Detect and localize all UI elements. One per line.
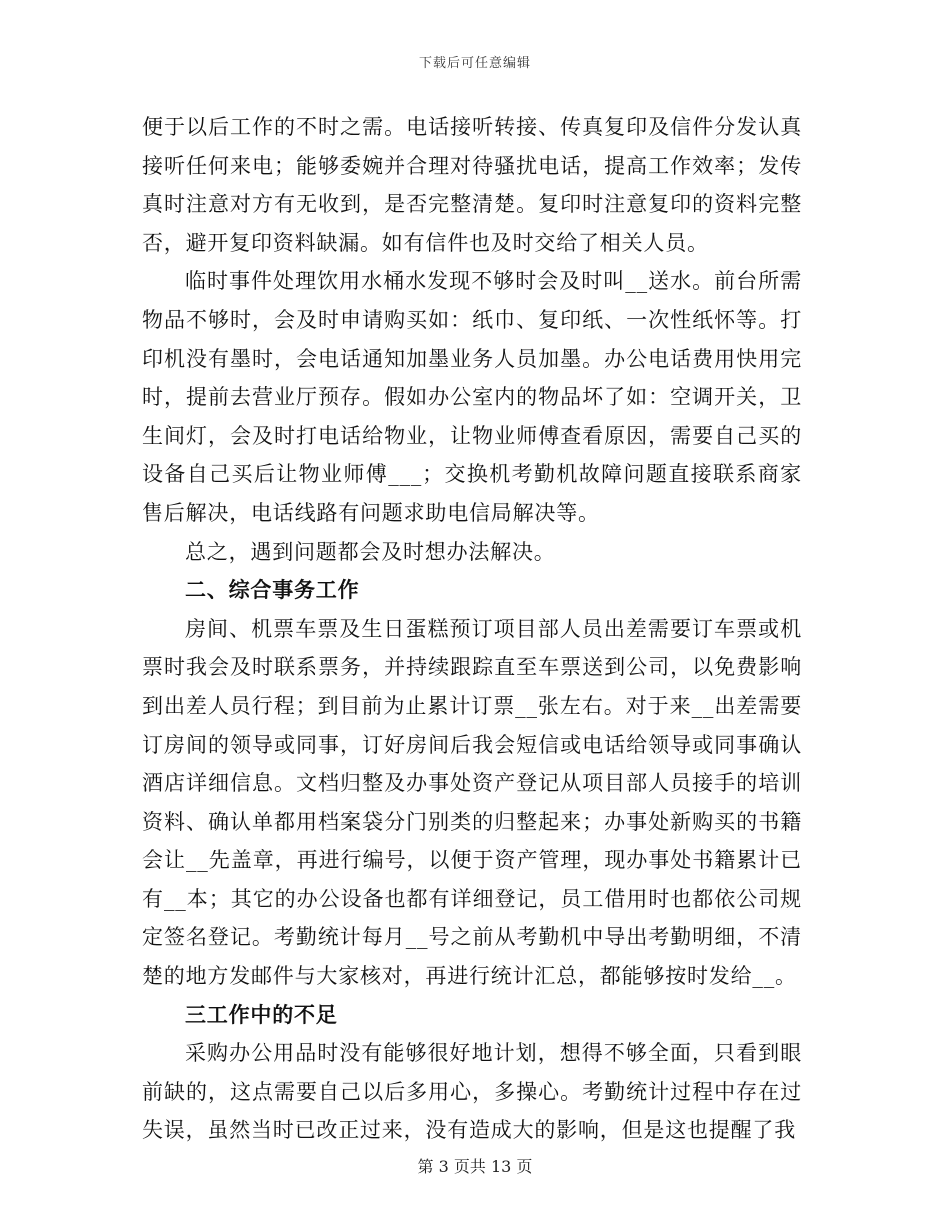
paragraph-summary: 总之，遇到问题都会及时想办法解决。: [185, 539, 556, 564]
paragraph-booking-archiving: 房间、机票车票及生日蛋糕预订项目部人员出差需要订车票或机票时我会及时联系票务，并持续跟踪直至车票送到公司，以免费影响到出差人员行程；到目前为止累计订票__张左右。对于来__出差需要订房间的领导或同事，订好房间后我会短信或电话给领导或同事确认酒店详细信息。文档归整及办事处资产登记从项目部人员接手的培训资料、确认单都用档案袋分门别类的归整起来；办事处新购买的书籍会让__先盖章，再进行编号，以便于资产管理，现办事处书籍累计已有__本；其它的办公设备也都有详细登记，员工借用时也都依公司规定签名登记。考勤统计每月__号之前从考勤机中导出考勤明细，不清楚的地方发邮件与大家核对，再进行统计汇总，都能够按时发给__。: [142, 616, 802, 989]
paragraph-phone-fax: 便于以后工作的不时之需。电话接听转接、传真复印及信件分发认真接听任何来电；能够委婉并合理对待骚扰电话，提高工作效率；发传真时注意对方有无收到，是否完整清楚。复印时注意复印的资料完整否，避开复印资料缺漏。如有信件也及时交给了相关人员。: [142, 115, 802, 255]
page-number: 第 3 页共 13 页: [417, 1157, 533, 1176]
section-heading-general-affairs: 二、综合事务工作: [185, 578, 360, 603]
section-heading-shortcomings: 三工作中的不足: [185, 1002, 338, 1027]
paragraph-temporary-events: 临时事件处理饮用水桶水发现不够时会及时叫__送水。前台所需物品不够时，会及时申请购买如：纸巾、复印纸、一次性纸怀等。打印机没有墨时，会电话通知加墨业务人员加墨。办公电话费用快用完时，提前去营业厅预存。假如办公室内的物品坏了如：空调开关，卫生间灯，会及时打电话给物业，让物业师傅查看原因，需要自己买的设备自己买后让物业师傅___；交换机考勤机故障问题直接联系商家售后解决，电话线路有问题求助电信局解决等。: [142, 269, 802, 525]
document-body: [142, 108, 802, 1150]
paragraph-purchasing: 采购办公用品时没有能够很好地计划，想得不够全面，只看到眼前缺的，这点需要自己以后多用心，多操心。考勤统计过程中存在过失误，虽然当时已改正过来，没有造成大的影响，但是这也提醒了我: [142, 1041, 802, 1143]
page-header-note: 下载后可任意编辑: [418, 56, 531, 71]
